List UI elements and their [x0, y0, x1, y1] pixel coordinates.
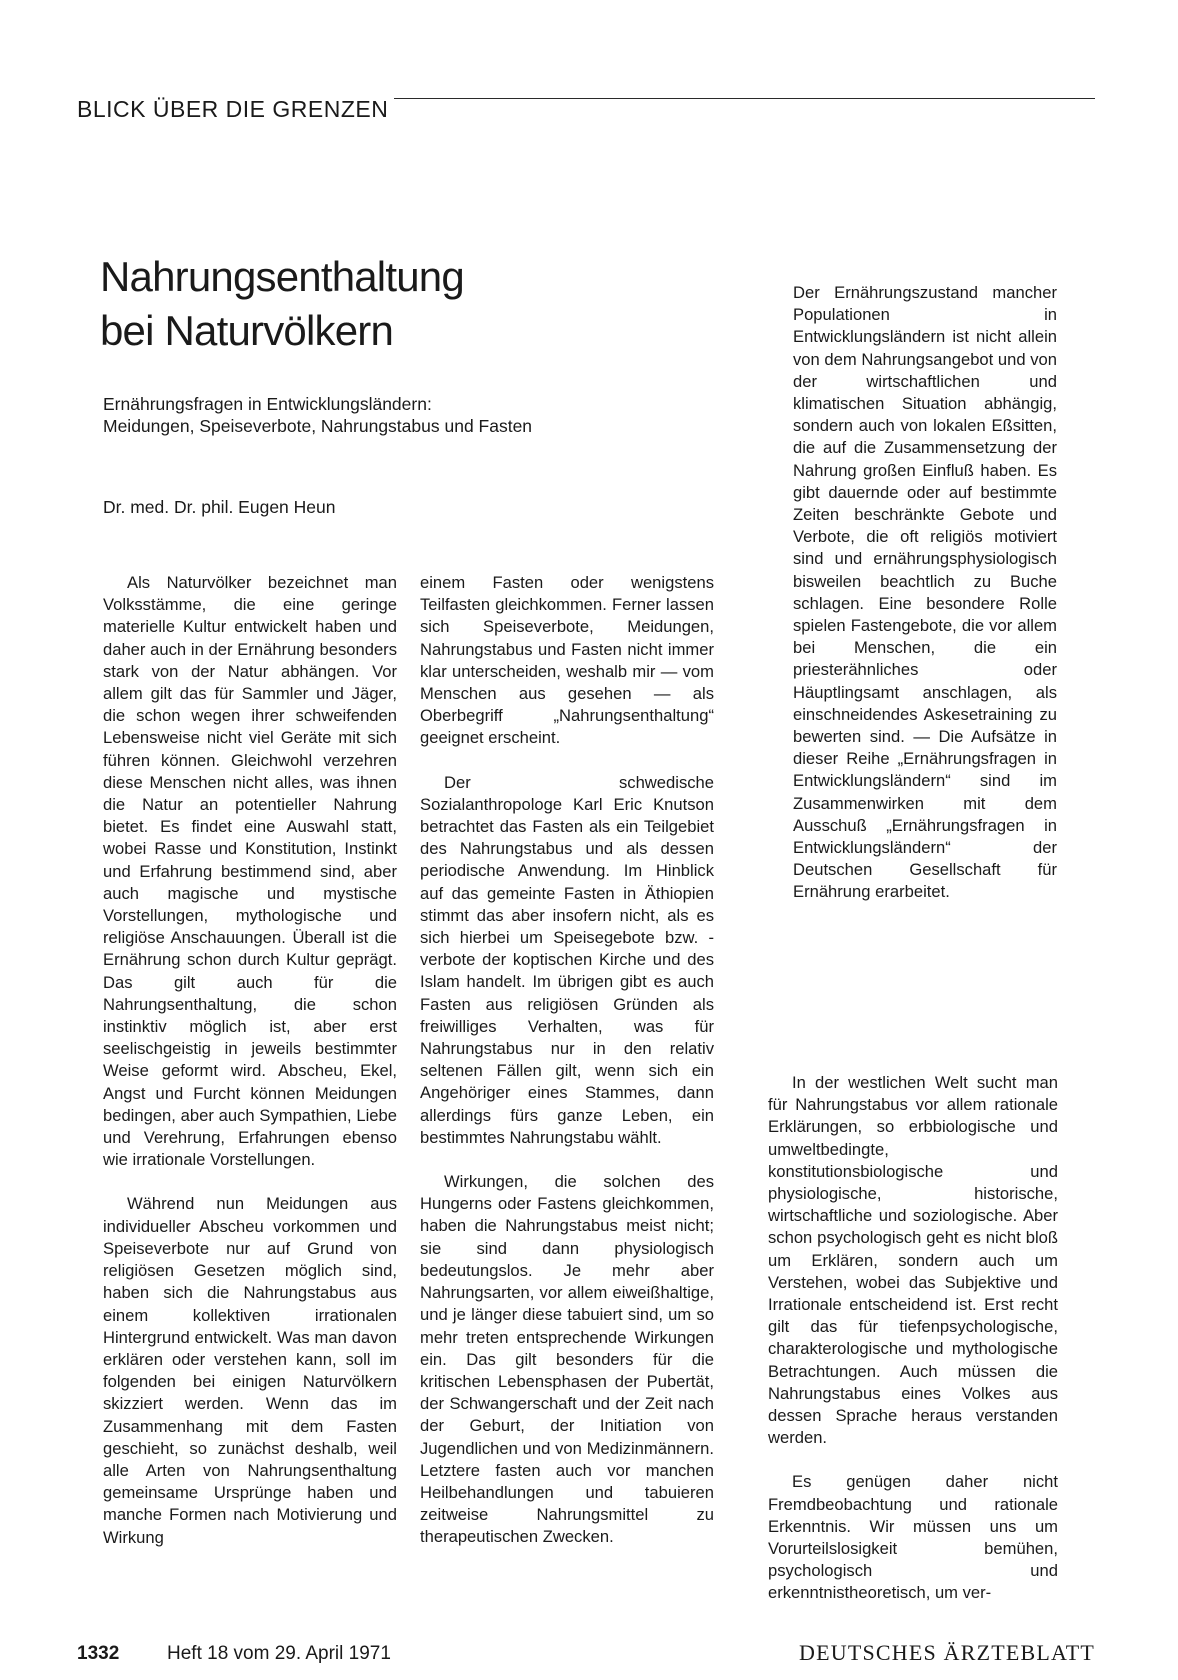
body-paragraph: Während nun Meidungen aus individueller Abscheu vorkommen und Speiseverbote nur auf Grund von religiösen Gesetzen möglich sind, haben sich die Nahrungstabus aus einem kollektiven irrationalen Hintergrund entwickelt. Was man davon erklären oder verstehen kann, soll im folgenden bei einigen Naturvölkern skizziert werden. Wenn das im Zusammenhang mit dem Fasten geschieht, so zunächst deshalb, weil alle Arten von Nahrungsenthaltung gemeinsame Ursprünge haben und manche Formen nach Motivierung und Wirkung [103, 1194, 397, 1547]
body-paragraph: Der schwedische Sozialanthropologe Karl Eric Knutson betrachtet das Fasten als ein Teilgebiet des Nahrungstabus und als dessen periodische Anwendung. Im Hinblick auf das gemeinte Fasten in Äthiopien stimmt das aber insofern nicht, als es sich hierbei um Speisegebote bzw. -verbote der koptischen Kirche und des Islam handelt. Im übrigen gibt es auch Fasten aus religiösen Gründen als freiwilliges Verhalten, was für Nahrungstabus nur in den relativ seltenen Fällen gilt, wenn sich ein Angehöriger eines Stammes, dann allerdings fürs ganze Leben, ein bestimmtes Nahrungstabu wählt. [420, 772, 714, 1147]
intro-paragraph: Der Ernährungszustand mancher Populationen in Entwicklungsländern ist nicht allein von dem Nahrungsangebot und von der wirtschaftlichen und klimatischen Situation abhängig, sondern auch von lokalen Eßsitten, die auf die Zusammensetzung der Nahrung großen Einfluß haben. Es gibt dauernde oder auf bestimmte Zeiten beschränkte Gebote und Verbote, die oft religiös motiviert sind und ernährungsphysiologisch bisweilen beachtlich zu Buche schlagen. Eine besondere Rolle spielen Fastengebote, die vor allem bei Menschen, die ein priesterähnliches oder Häuptlingsamt anschlagen, als einschneidendes Askesetraining zu bewerten sind. — Die Aufsätze in dieser Reihe „Ernährungsfragen in Entwicklungsländern“ sind im Zusammenwirken mit dem Ausschuß „Ernährungsfragen in Entwicklungsländern“ der Deutschen Gesellschaft für Ernährung erarbeitet. [793, 283, 1057, 902]
article-subtitle [103, 393, 663, 437]
body-paragraph: einem Fasten oder wenigstens Teilfasten gleichkommen. Ferner lassen sich Speiseverbote, Meidungen, Nahrungstabus und Fasten nicht immer klar unterscheiden, weshalb mir — vom Menschen aus gesehen — als Oberbegriff „Nahrungsenthaltung“ geeignet erscheint. [420, 573, 714, 748]
article-title-line-2: bei Naturvölkern [100, 307, 394, 354]
issue-info: Heft 18 vom 29. April 1971 [167, 1643, 391, 1664]
article-title [100, 250, 700, 358]
body-paragraph: Wirkungen, die solchen des Hungerns oder Fastens gleichkommen, haben die Nahrungstabus meist nicht; sie sind dann physiologisch bedeutungslos. Je mehr aber Nahrungsarten, vor allem eiweißhaltige, und je länger diese tabuiert sind, um so mehr treten entsprechende Wirkungen ein. Das gilt besonders für die kritischen Lebensphasen der Pubertät, der Schwangerschaft und der Zeit nach der Geburt, der Initiation von Jugendlichen und von Medizinmännern. Letztere fasten auch vor manchen Heilbehandlungen und tabuieren zeitweise Nahrungsmittel zu therapeutischen Zwecken. [420, 1172, 714, 1547]
page-number: 1332 [77, 1643, 120, 1664]
page-footer [77, 1642, 1095, 1668]
body-column-2 [420, 572, 714, 1549]
section-title: BLICK ÜBER DIE GRENZEN [77, 96, 394, 122]
section-header [77, 96, 1095, 126]
body-column-1 [103, 572, 397, 1549]
article-title-line-1: Nahrungsenthaltung [100, 253, 464, 300]
body-paragraph: Als Naturvölker bezeichnet man Volksstämme, die eine geringe materielle Kultur entwickelt haben und daher auch in der Ernährung besonders stark von der Natur abhängen. Vor allem gilt das für Sammler und Jäger, die schon wegen ihrer schweifenden Lebensweise nicht viel Geräte mit sich führen können. Gleichwohl verzehren diese Menschen nicht alles, was ihnen die Natur an potentieller Nahrung bietet. Es findet eine Auswahl statt, wobei Rasse und Konstitution, Instinkt und Erfahrung bestimmend sind, aber auch magische und mystische Vorstellungen, mythologische und religiöse Anschauungen. Überall ist die Ernährung schon durch Kultur geprägt. Das gilt auch für die Nahrungsenthaltung, die schon instinktiv möglich ist, aber erst seelischgeistig in jeweils bestimmter Weise geformt wird. Abscheu, Ekel, Angst und Furcht können Meidungen bedingen, aber auch Sympathien, Liebe und Verehrung, Erfahrungen ebenso wie irrationale Vorstellungen. [103, 573, 397, 1170]
body-paragraph: In der westlichen Welt sucht man für Nahrungstabus vor allem rationale Erklärungen, so erbbiologische und umweltbedingte, konstitutionsbiologische und physiologische, historische, wirtschaftliche und soziologische. Aber schon psychologisch geht es nicht bloß um Erklären, sondern auch um Verstehen, wobei das Subjektive und Irrationale entscheidend ist. Erst recht gilt das für tiefenpsychologische, charakterologische und mythologische Betrachtungen. Auch müssen die Nahrungstabus eines Volkes aus dessen Sprache heraus verstanden werden. [768, 1073, 1058, 1448]
intro-box [793, 282, 1057, 904]
article-subtitle-line-2: Meidungen, Speiseverbote, Nahrungstabus und Fasten [103, 416, 533, 436]
body-paragraph: Es genügen daher nicht Fremdbeobachtung und rationale Erkenntnis. Wir müssen uns um Vorurteilslosigkeit bemühen, psychologisch und erkenntnistheoretisch, um ver- [768, 1472, 1058, 1603]
body-column-3 [768, 1072, 1058, 1605]
journal-name: DEUTSCHES ÄRZTEBLATT [799, 1640, 1095, 1665]
article-subtitle-line-1: Ernährungsfragen in Entwicklungsländern: [103, 394, 432, 414]
article-author: Dr. med. Dr. phil. Eugen Heun [103, 497, 336, 517]
